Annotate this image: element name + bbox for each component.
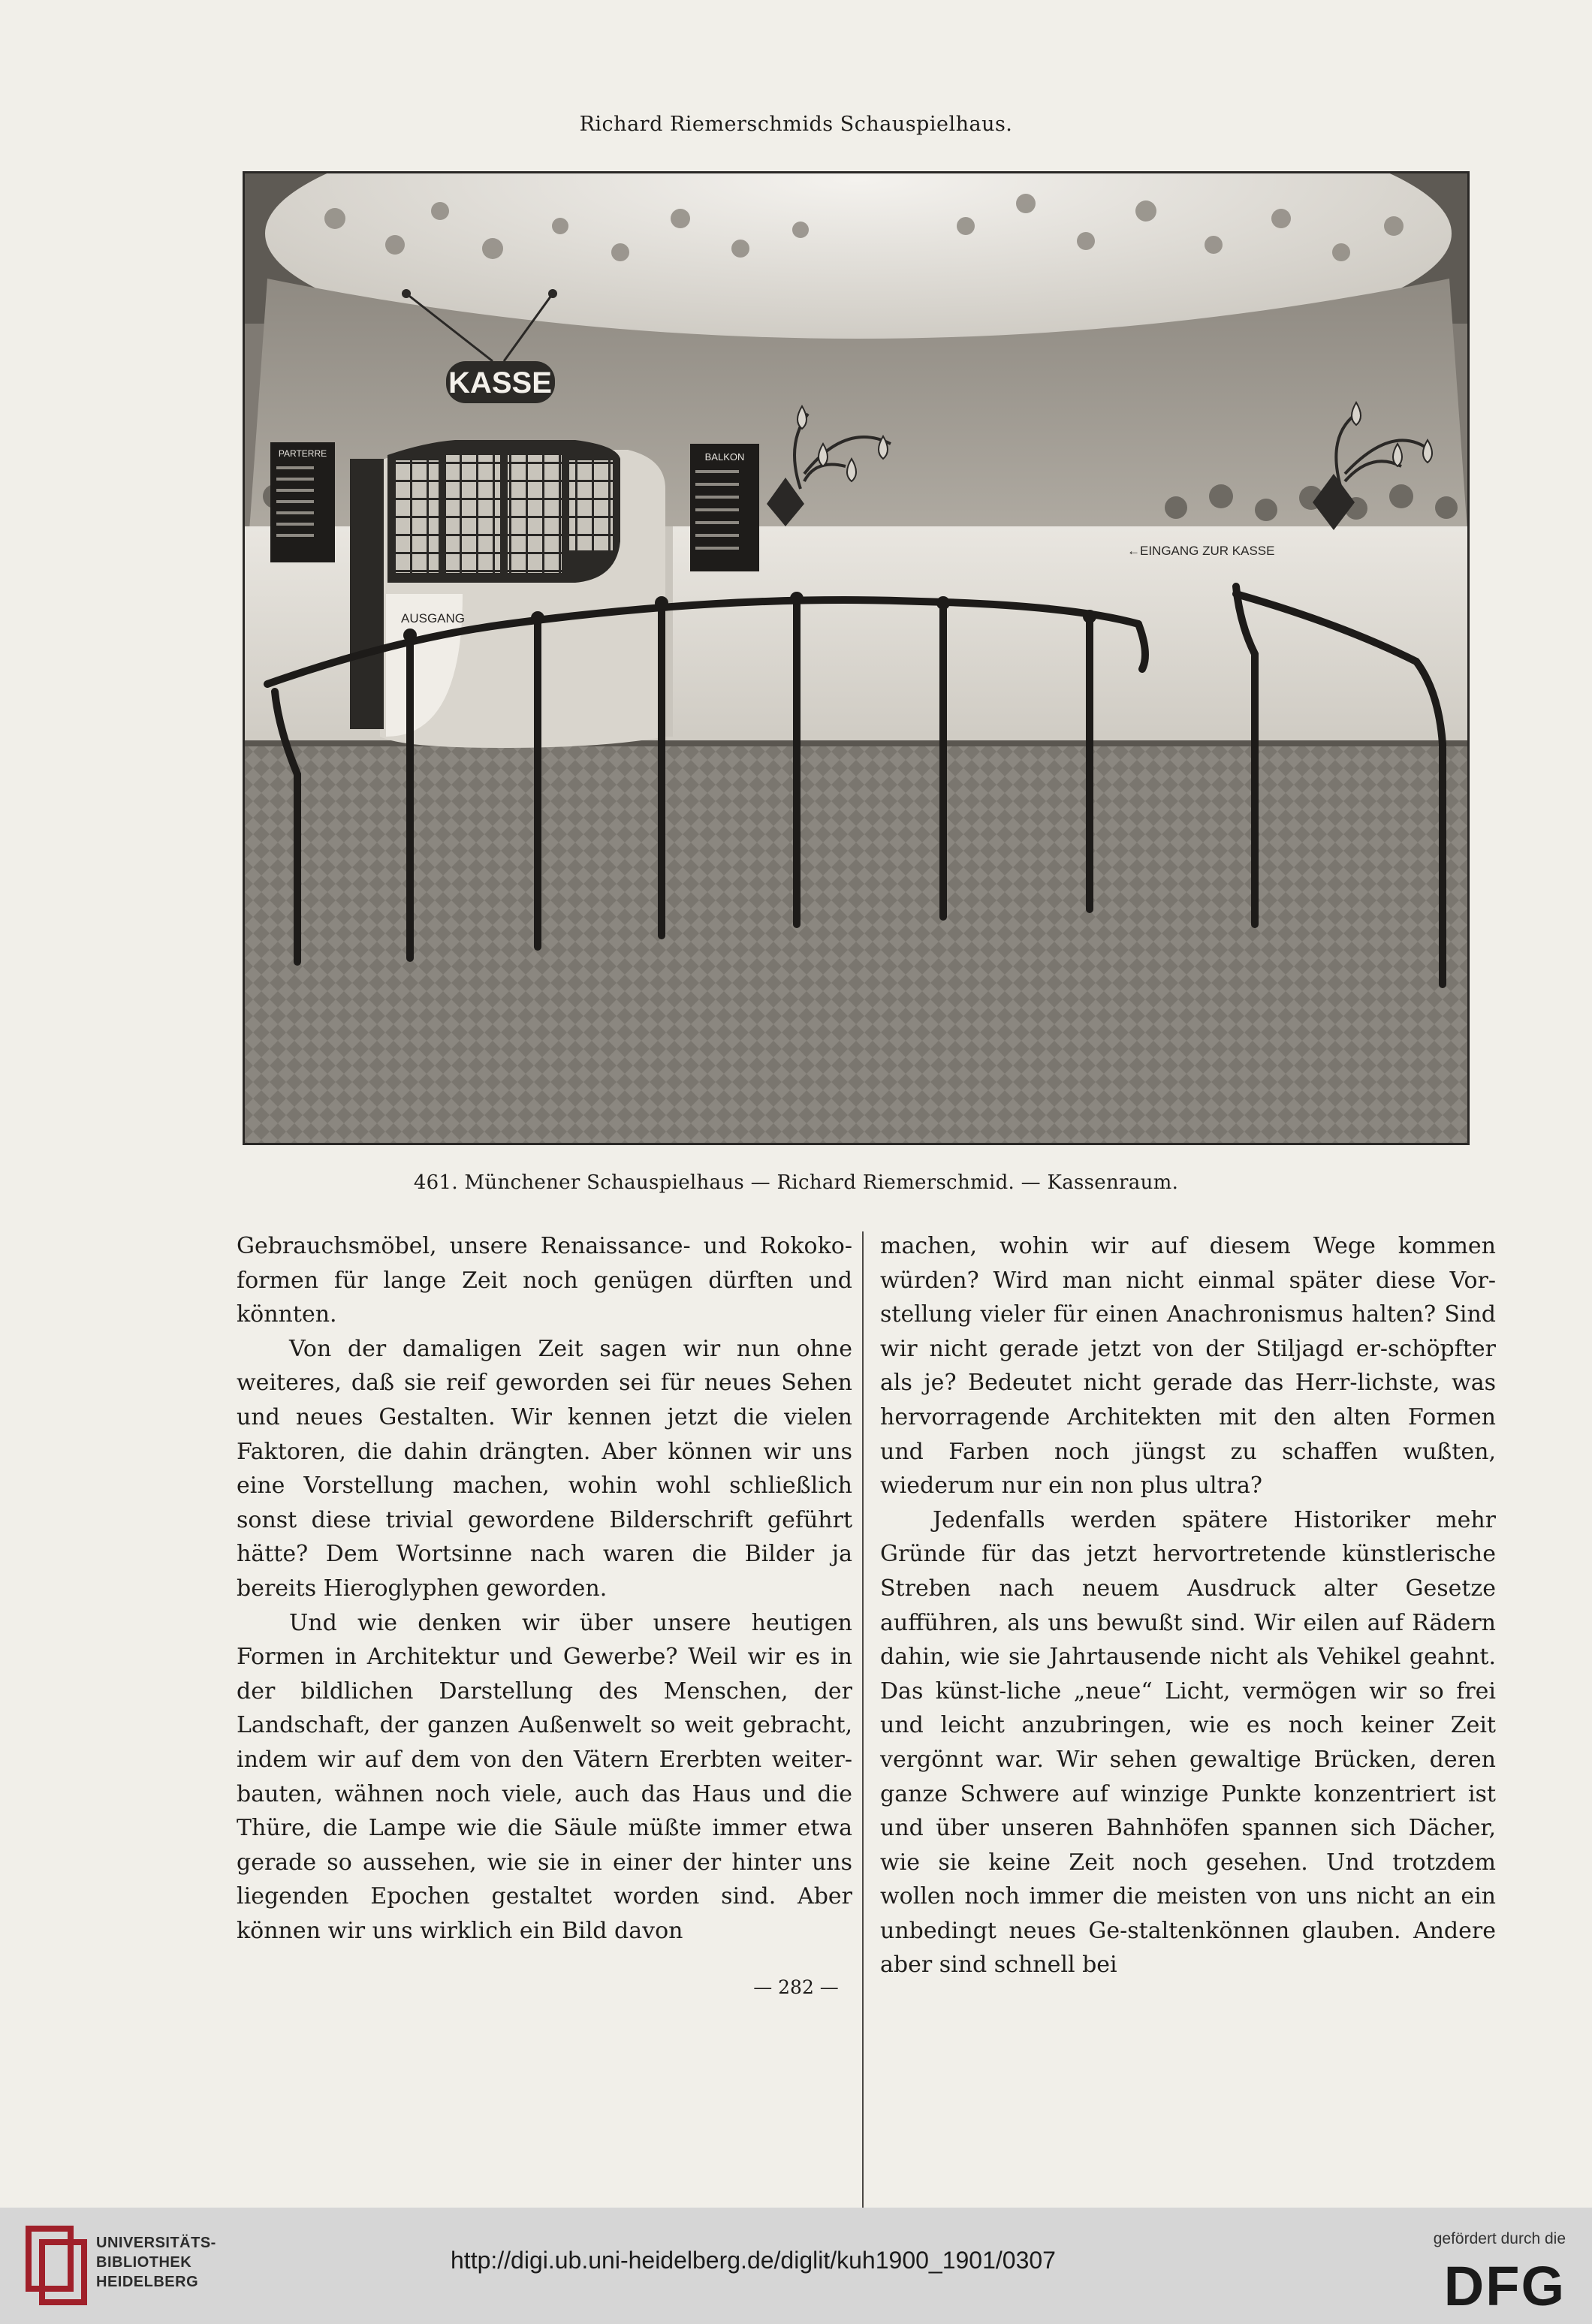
library-name: UNIVERSITÄTS- BIBLIOTHEK HEIDELBERG bbox=[96, 2235, 216, 2290]
permalink-url[interactable]: http://digi.ub.uni-heidelberg.de/diglit/kuh1900_1901/0307 bbox=[451, 2247, 1056, 2274]
page-number: — 282 — bbox=[753, 1976, 839, 1998]
eingang-sign: ←EINGANG ZUR KASSE bbox=[1127, 544, 1275, 558]
photograph-kassenraum bbox=[243, 171, 1470, 1145]
paragraph: Jedenfalls werden spätere Historiker mehr Gründe für das jetzt hervortretende künstlerische Streben nach neuem Ausdruck alter Gesetze aufführen, als uns bewußt sind. Wir eilen auf Rädern dahin, wie sie Jahrtausende nicht als Vehikel geahnt. Das künst-liche „neue“ Licht, vermögen wir so frei und leicht anzubringen, wie es noch keiner Zeit vergönnt war. Wir sehen gewaltige Brücken, deren ganze Schwere auf winzige Punkte konzentriert ist und über unseren Bahnhöfen spannen sich Dächer, wie sie keine Zeit noch gesehen. Und trotzdem wollen noch immer die meisten von uns nicht an ein unbedingt neues Ge-staltenkönnen glauben. Andere aber sind schnell bei bbox=[880, 1506, 1496, 1979]
paragraph: machen, wohin wir auf diesem Wege kommen würden? Wird man nicht einmal später diese Vor-stellung vieler für einen Anachronismus halten? Sind wir nicht gerade jetzt von der Stiljagd er-schöpfter als je? Bedeutet nicht gerade das Herr-lichste, was hervorragende Architekten mit den alten Formen und Farben noch jüngst zu schaffen wußten, wiederum nur ein non plus ultra? bbox=[880, 1233, 1496, 1500]
balkon-sign: BALKON bbox=[704, 451, 745, 463]
ausgang-sign: AUSGANG bbox=[401, 611, 466, 625]
funded-by-label: gefördert durch die bbox=[1433, 2230, 1566, 2247]
text-column-right bbox=[880, 1229, 1496, 1982]
kasse-sign: KASSE bbox=[448, 366, 552, 399]
dfg-logo: DFG bbox=[1443, 2255, 1566, 2317]
paragraph: Gebrauchsmöbel, unsere Renaissance- und Rokoko-formen für lange Zeit noch genügen dürften und könnten. bbox=[237, 1233, 852, 1328]
figure-caption: 461. Münchener Schauspielhaus — Richard Riemerschmid. — Kassenraum. bbox=[413, 1171, 1179, 1194]
text-column-left bbox=[237, 1229, 852, 1948]
viewer-footer bbox=[0, 2208, 1592, 2324]
parterre-sign: PARTERRE bbox=[278, 448, 327, 459]
paragraph: Von der damaligen Zeit sagen wir nun ohne weiteres, daß sie reif geworden sei für neues Sehen und neues Gestalten. Wir kennen jetzt die vielen Faktoren, die dahin drängten. Aber können wir uns eine Vorstellung machen, wohin wohl schließlich sonst diese trivial gewordene Bilderschrift geführt hätte? Dem Wortsinne nach waren die Bilder ja bereits Hieroglyphen geworden. bbox=[237, 1335, 852, 1602]
paragraph: Und wie denken wir über unsere heutigen Formen in Architektur und Gewerbe? Weil wir es in der bildlichen Darstellung des Menschen, der Landschaft, der ganzen Außenwelt so weit gebracht, indem wir auf dem von den Vätern Ererbten weiter-bauten, wähnen noch viele, auch das Haus und die Thüre, die Lampe wie die Säule müßte immer etwa gerade so aussehen, wie sie in einer der hinter uns liegenden Epochen gestaltet worden sind. Aber können wir uns wirklich ein Bild davon bbox=[237, 1609, 852, 1944]
column-divider bbox=[862, 1231, 864, 2324]
university-library-logo bbox=[23, 2221, 89, 2310]
running-title: Richard Riemerschmids Schauspielhaus. bbox=[579, 113, 1013, 136]
